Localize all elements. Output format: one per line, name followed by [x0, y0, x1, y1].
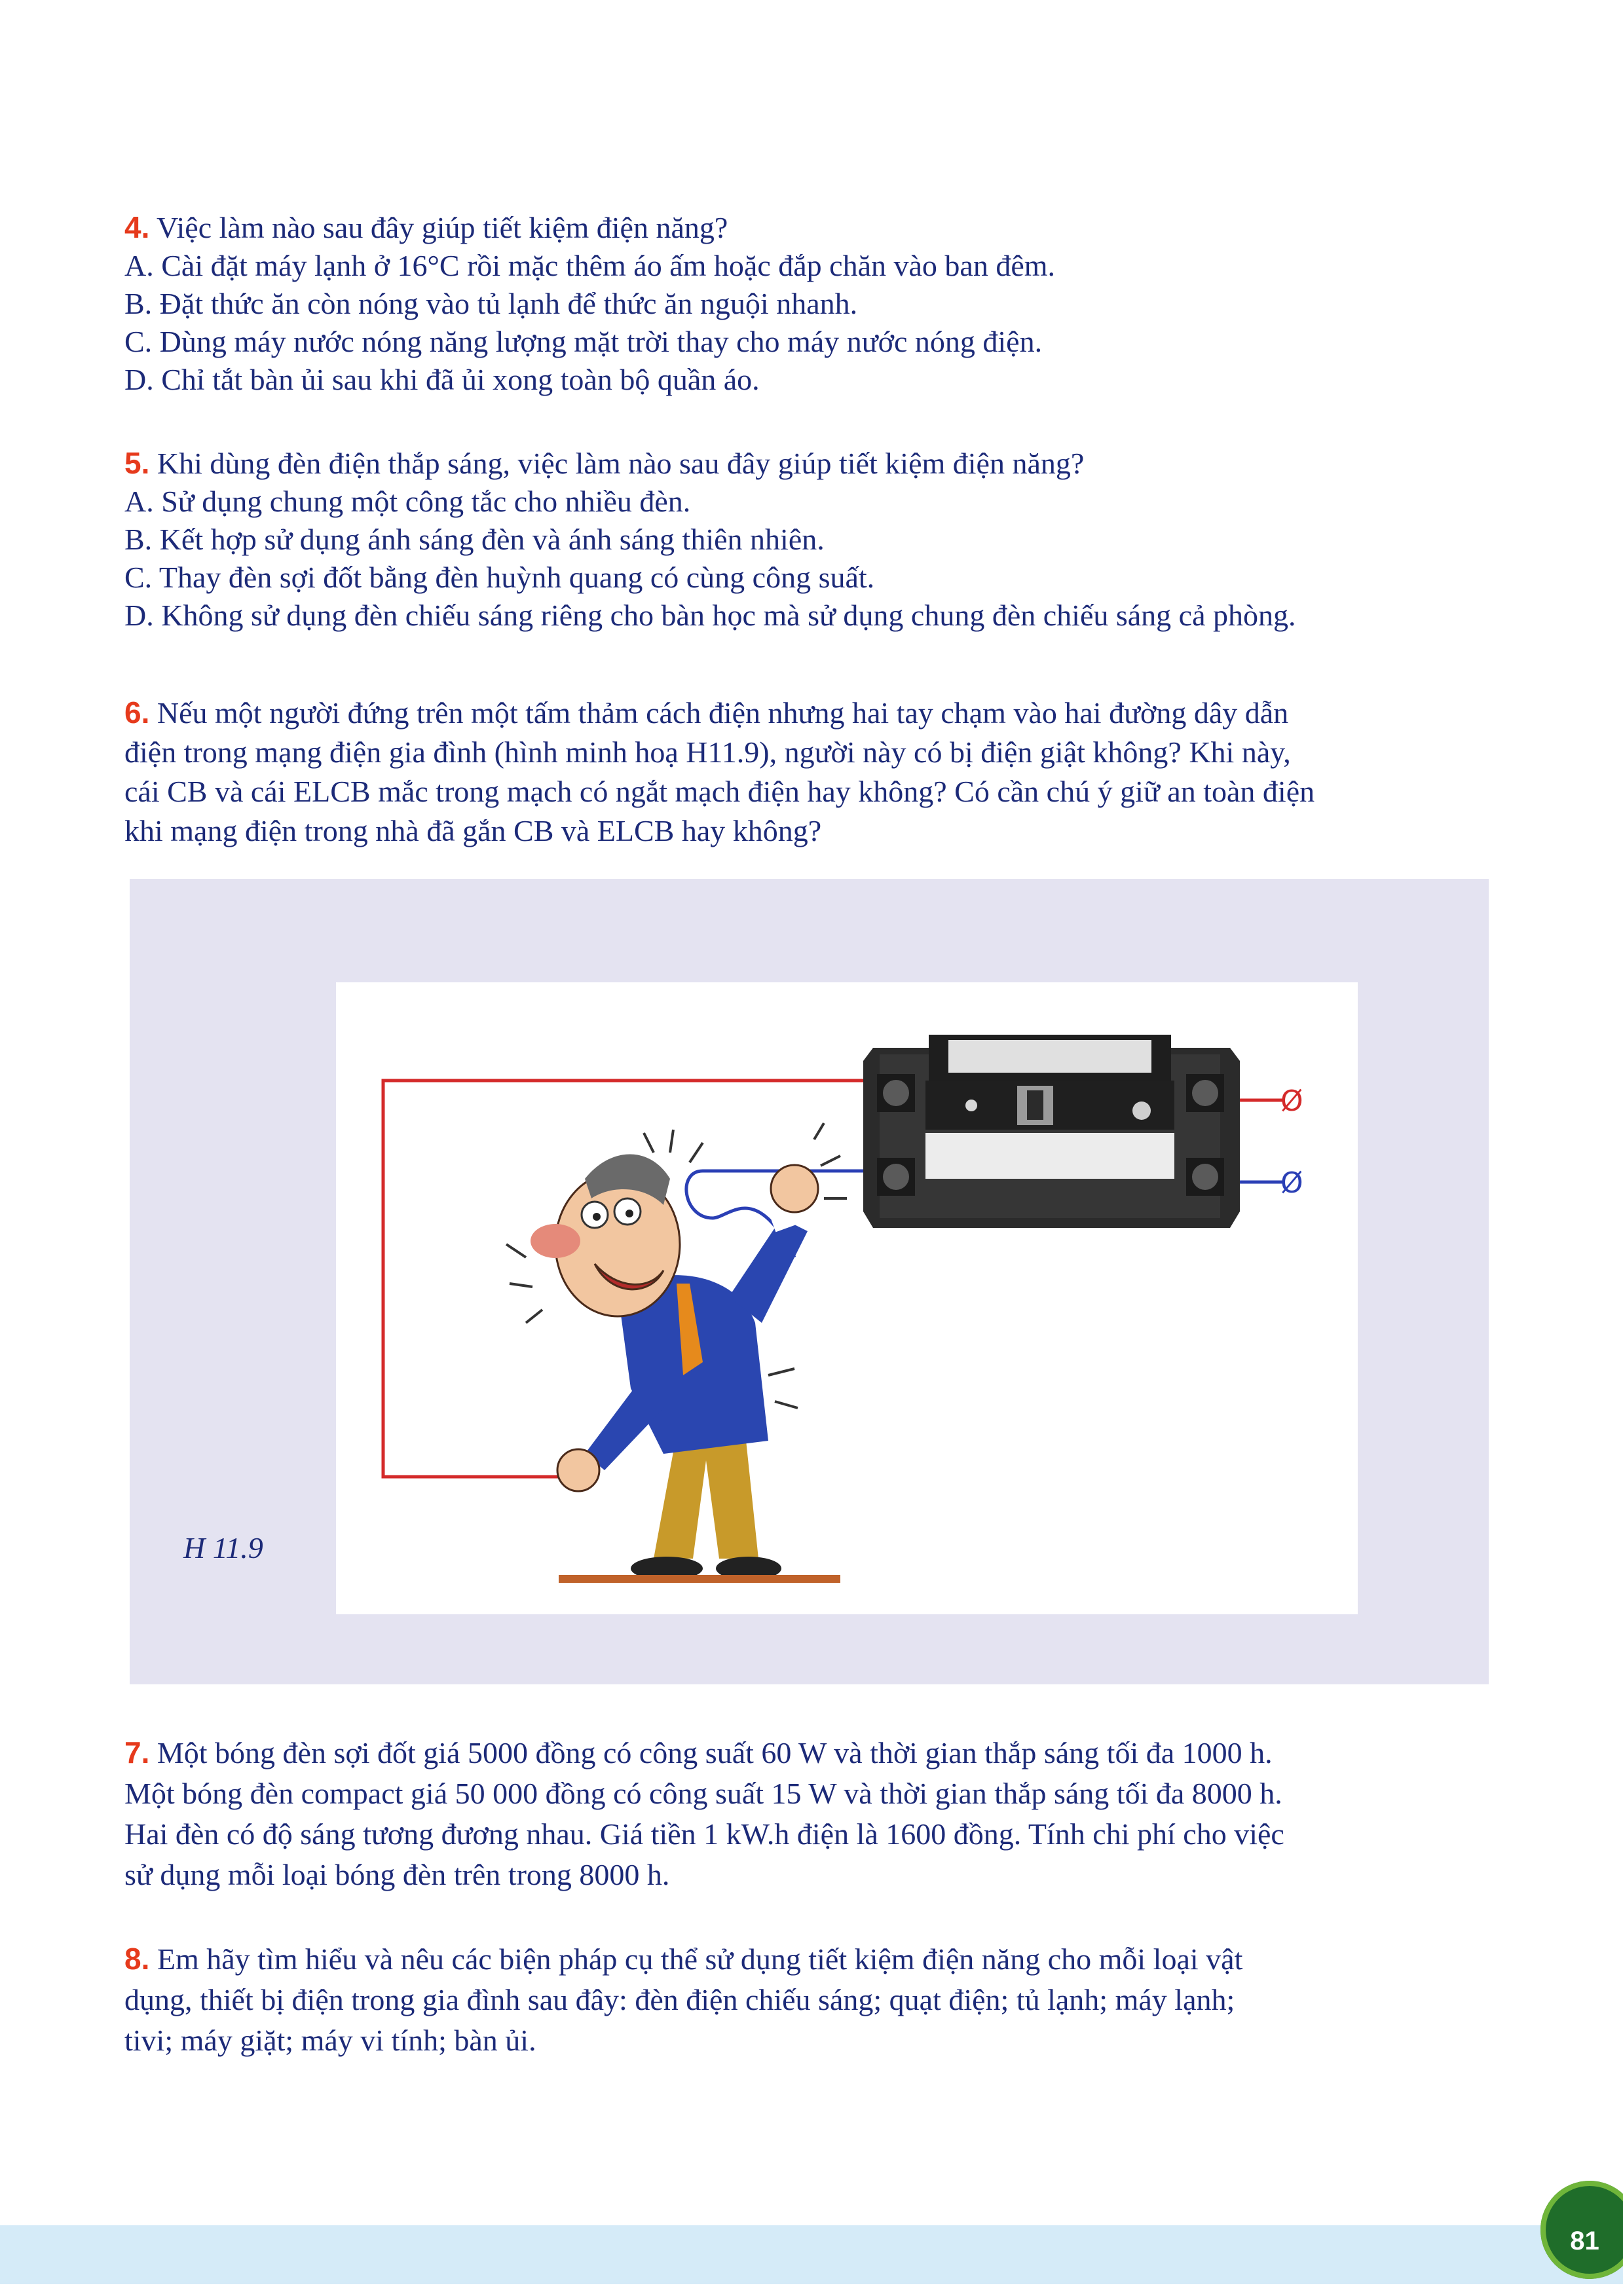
question-8-line: 8. Em hãy tìm hiểu và nêu các biện pháp cụ thể sử dụng tiết kiệm điện năng cho mỗi loại vật — [124, 1942, 1243, 1976]
question-8-line: dụng, thiết bị điện trong gia đình sau đây: đèn điện chiếu sáng; quạt điện; tủ lạnh; máy lạnh; — [124, 1983, 1235, 2016]
circuit-breaker-icon — [863, 1035, 1240, 1228]
question-4-stem: 4. Việc làm nào sau đây giúp tiết kiệm điện năng? — [124, 210, 728, 244]
option-a: A. Sử dụng chung một công tắc cho nhiều đèn. — [124, 485, 691, 518]
terminal-symbol-bottom: Ø — [1280, 1166, 1303, 1200]
question-number: 8. — [124, 1942, 150, 1976]
question-6-line: điện trong mạng điện gia đình (hình minh hoạ H11.9), người này có bị điện giật không? Khi này, — [124, 735, 1291, 769]
option-b: B. Kết hợp sử dụng ánh sáng đèn và ánh sáng thiên nhiên. — [124, 523, 825, 556]
question-4 — [124, 208, 1500, 399]
shocked-man-icon — [506, 1123, 847, 1583]
figure-illustration — [336, 982, 1358, 1614]
option-d: D. Chỉ tắt bàn ủi sau khi đã ủi xong toàn bộ quần áo. — [124, 363, 760, 396]
option-b: B. Đặt thức ăn còn nóng vào tủ lạnh để thức ăn nguội nhanh. — [124, 287, 858, 320]
option-c: C. Dùng máy nước nóng năng lượng mặt trời thay cho máy nước nóng điện. — [124, 325, 1043, 358]
question-5 — [124, 444, 1500, 635]
circuit-illustration — [336, 982, 1358, 1614]
option-c: C. Thay đèn sợi đốt bằng đèn huỳnh quang có cùng công suất. — [124, 561, 875, 594]
insulating-mat — [559, 1575, 840, 1583]
question-5-stem: 5. Khi dùng đèn điện thắp sáng, việc làm nào sau đây giúp tiết kiệm điện năng? — [124, 446, 1085, 480]
option-d: D. Không sử dụng đèn chiếu sáng riêng cho bàn học mà sử dụng chung đèn chiếu sáng cả phòng. — [124, 599, 1296, 632]
question-7-line: sử dụng mỗi loại bóng đèn trên trong 8000 h. — [124, 1858, 670, 1891]
question-number: 7. — [124, 1735, 150, 1769]
figure-label: H 11.9 — [183, 1531, 263, 1565]
question-7-line: 7. Một bóng đèn sợi đốt giá 5000 đồng có công suất 60 W và thời gian thắp sáng tối đa 1000 h. — [124, 1735, 1273, 1769]
question-7-line: Hai đèn có độ sáng tương đương nhau. Giá tiền 1 kW.h điện là 1600 đồng. Tính chi phí cho việc — [124, 1817, 1284, 1851]
question-6-line: khi mạng điện trong nhà đã gắn CB và ELCB hay không? — [124, 814, 822, 847]
terminal-symbol-top: Ø — [1280, 1084, 1303, 1118]
question-8-line: tivi; máy giặt; máy vi tính; bàn ủi. — [124, 2024, 536, 2057]
question-number: 5. — [124, 446, 150, 480]
footer-band — [0, 2225, 1623, 2284]
figure-frame — [130, 879, 1489, 1684]
question-7 — [124, 1732, 1500, 1895]
question-7-line: Một bóng đèn compact giá 50 000 đồng có công suất 15 W và thời gian thắp sáng tối đa 8000 h. — [124, 1777, 1282, 1810]
question-number: 4. — [124, 210, 150, 244]
page-number: 81 — [1570, 2227, 1599, 2255]
question-number: 6. — [124, 695, 150, 730]
question-8 — [124, 1938, 1500, 2061]
question-6 — [124, 693, 1500, 851]
question-6-line: cái CB và cái ELCB mắc trong mạch có ngắt mạch điện hay không? Có cần chú ý giữ an toàn điện — [124, 775, 1315, 808]
option-a: A. Cài đặt máy lạnh ở 16°C rồi mặc thêm áo ấm hoặc đắp chăn vào ban đêm. — [124, 249, 1056, 282]
question-6-line: 6. Nếu một người đứng trên một tấm thảm cách điện nhưng hai tay chạm vào hai đường dây dẫn — [124, 695, 1289, 730]
